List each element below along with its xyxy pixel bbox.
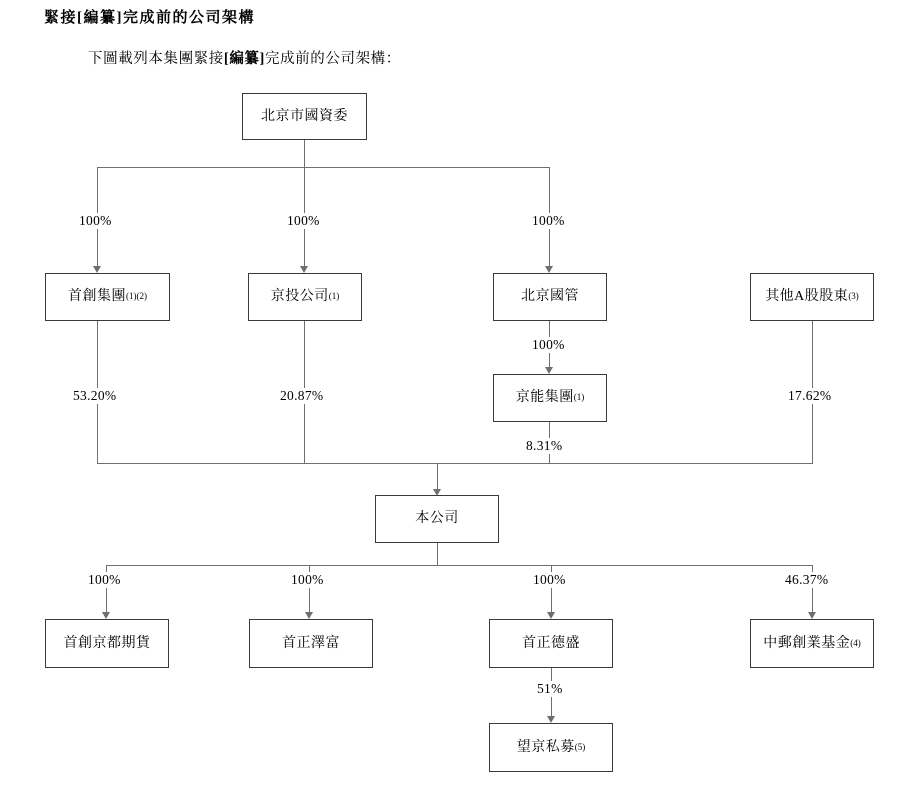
node-beijing-guoguan-label: 北京國管	[521, 289, 579, 305]
intro-suffix: 完成前的公司架構：	[264, 51, 401, 67]
edge-label-shoucheng-company: 53.20%	[73, 388, 117, 403]
edge-label-jingneng-company: 8.31%	[526, 438, 563, 453]
node-jingneng-label: 京能集團	[515, 390, 574, 406]
node-other-a-shareholders-sup: (3)	[848, 291, 859, 302]
arrowhead-zhongyou	[808, 612, 816, 619]
node-zhongyou-fund-label: 中郵創業基金	[763, 635, 851, 651]
connector-bus-to-company	[437, 463, 438, 490]
edge-label-jingtou-company: 20.87%	[280, 388, 324, 403]
intro-bold-term: [編纂]	[223, 51, 265, 67]
intro-prefix: 下圖載列本集團緊接	[88, 51, 224, 67]
arrowhead-jingneng	[545, 367, 553, 374]
connector-subsidiary-bus	[106, 565, 812, 566]
edge-label-company-desheng: 100%	[533, 572, 566, 587]
intro-paragraph	[88, 47, 401, 68]
node-beijing-guoguan[interactable]	[493, 273, 607, 321]
edge-label-sasac-guoguan: 100%	[532, 213, 565, 228]
node-sasac[interactable]	[242, 93, 367, 140]
arrowhead-shoucheng	[93, 266, 101, 273]
node-shouzheng-desheng[interactable]	[489, 619, 613, 668]
node-jingtou[interactable]	[248, 273, 362, 321]
arrowhead-guoguan	[545, 266, 553, 273]
node-jingtou-sup: (1)	[328, 291, 340, 302]
node-shoucheng[interactable]	[45, 273, 170, 321]
connector-sasac-down	[304, 140, 305, 167]
connector-sasac-bus	[97, 167, 549, 168]
node-wangjing-pe-sup: (5)	[574, 741, 586, 752]
node-shouchuang-jingdu-futures-label: 首創京都期貨	[63, 635, 151, 651]
edge-label-othera-company: 17.62%	[788, 388, 832, 403]
node-shoucheng-sup: (1)(2)	[126, 291, 147, 302]
node-jingneng[interactable]	[493, 374, 607, 422]
edge-label-sasac-shoucheng: 100%	[79, 213, 112, 228]
node-wangjing-pe[interactable]	[489, 723, 613, 772]
edge-label-company-zefu: 100%	[291, 572, 324, 587]
node-sasac-label: 北京市國資委	[261, 108, 348, 124]
node-jingneng-sup: (1)	[573, 392, 585, 403]
node-other-a-shareholders-label: 其他A股股東	[765, 289, 849, 305]
node-company-label: 本公司	[415, 511, 459, 527]
page-title: 緊接[編纂]完成前的公司架構	[44, 10, 255, 26]
node-zhongyou-fund[interactable]	[750, 619, 874, 668]
edge-label-company-jingdu: 100%	[88, 572, 121, 587]
edge-label-desheng-wangjing: 51%	[537, 681, 563, 696]
edge-label-sasac-jingtou: 100%	[287, 213, 320, 228]
node-shoucheng-label: 首創集團	[68, 289, 126, 305]
arrowhead-wangjing	[547, 716, 555, 723]
node-shouzheng-zefu[interactable]	[249, 619, 373, 668]
arrowhead-zefu	[305, 612, 313, 619]
node-zhongyou-fund-sup: (4)	[850, 637, 861, 648]
connector-company-down	[437, 543, 438, 565]
connector-shareholders-bus	[97, 463, 813, 464]
node-jingtou-label: 京投公司	[270, 289, 329, 305]
node-shouchuang-jingdu-futures[interactable]	[45, 619, 169, 668]
node-company[interactable]	[375, 495, 499, 543]
node-other-a-shareholders[interactable]	[750, 273, 874, 321]
arrowhead-desheng	[547, 612, 555, 619]
node-shouzheng-zefu-label: 首正澤富	[282, 635, 340, 651]
node-shouzheng-desheng-label: 首正德盛	[522, 635, 580, 651]
node-wangjing-pe-label: 望京私募	[516, 739, 575, 755]
edge-label-guoguan-jingneng: 100%	[532, 337, 565, 352]
edge-label-company-zhongyou: 46.37%	[785, 572, 829, 587]
arrowhead-jingtou	[300, 266, 308, 273]
arrowhead-jingdu	[102, 612, 110, 619]
